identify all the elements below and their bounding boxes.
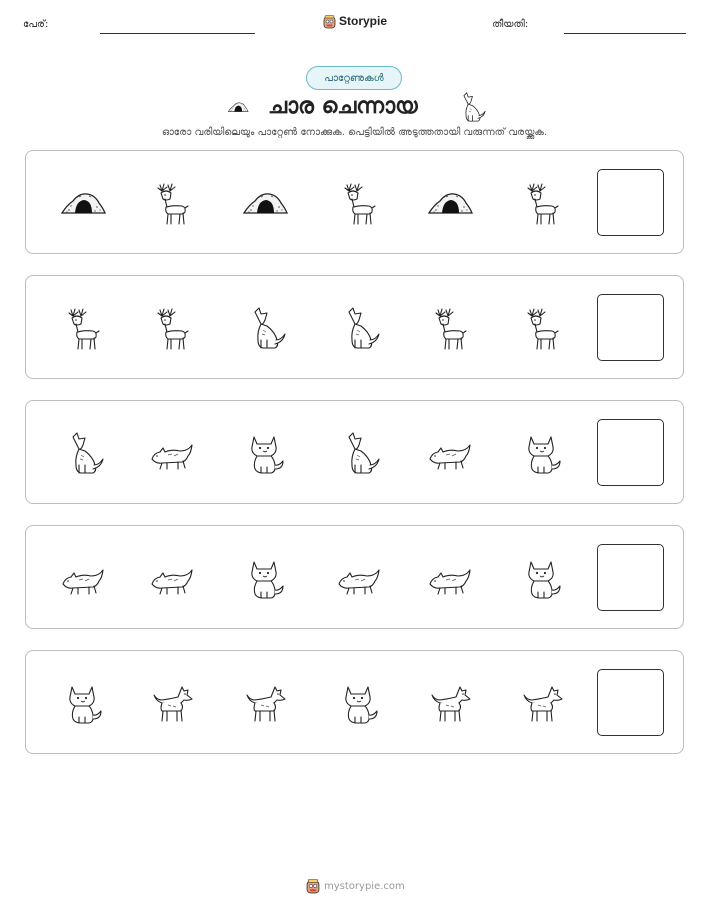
wolf-pup-icon xyxy=(518,554,566,602)
standing-wolf-icon xyxy=(241,679,289,727)
answer-box[interactable] xyxy=(597,169,664,236)
cave-icon xyxy=(222,96,254,122)
prowling-wolf-icon xyxy=(148,429,196,477)
pattern-row xyxy=(25,275,684,379)
wolf-pup-icon xyxy=(335,679,383,727)
howling-wolf-icon xyxy=(241,304,289,352)
standing-wolf-icon xyxy=(148,679,196,727)
answer-box[interactable] xyxy=(597,544,664,611)
category-badge: പാറ്റേണുകൾ xyxy=(306,66,402,90)
prowling-wolf-icon xyxy=(59,554,107,602)
deer-icon xyxy=(148,179,196,227)
howling-wolf-icon xyxy=(335,304,383,352)
deer-icon xyxy=(148,304,196,352)
brand-name: Storypie xyxy=(339,14,388,28)
wolf-pup-icon xyxy=(59,679,107,727)
wolf-sitting-icon xyxy=(454,90,488,128)
pattern-row xyxy=(25,525,684,629)
storypie-mascot-icon xyxy=(306,879,319,893)
wolf-pup-icon xyxy=(241,554,289,602)
wolf-pup-icon xyxy=(518,429,566,477)
prowling-wolf-icon xyxy=(426,554,474,602)
standing-wolf-icon xyxy=(426,679,474,727)
wolf-pup-icon xyxy=(241,429,289,477)
pattern-row xyxy=(25,400,684,504)
howling-wolf-icon xyxy=(335,429,383,477)
answer-box[interactable] xyxy=(597,419,664,486)
prowling-wolf-icon xyxy=(426,429,474,477)
pattern-row xyxy=(25,650,684,754)
storypie-mascot-icon xyxy=(323,14,336,28)
deer-icon xyxy=(518,304,566,352)
page-title: ചാര ചെന്നായ xyxy=(268,94,418,119)
brand-logo xyxy=(323,14,387,28)
deer-icon xyxy=(518,179,566,227)
answer-box[interactable] xyxy=(597,669,664,736)
cave-icon xyxy=(426,179,474,227)
date-label: തീയതി: xyxy=(492,19,529,30)
cave-icon xyxy=(59,179,107,227)
name-label: പേര്: xyxy=(23,19,49,30)
answer-box[interactable] xyxy=(597,294,664,361)
footer xyxy=(306,879,405,893)
name-line[interactable] xyxy=(100,33,255,34)
standing-wolf-icon xyxy=(518,679,566,727)
deer-icon xyxy=(335,179,383,227)
pattern-row xyxy=(25,150,684,254)
prowling-wolf-icon xyxy=(148,554,196,602)
title-row xyxy=(0,92,709,122)
prowling-wolf-icon xyxy=(335,554,383,602)
deer-icon xyxy=(426,304,474,352)
howling-wolf-icon xyxy=(59,429,107,477)
date-line[interactable] xyxy=(564,33,686,34)
deer-icon xyxy=(59,304,107,352)
footer-url: mystorypie.com xyxy=(324,880,405,892)
instruction-text: ഓരോ വരിയിലെയും പാറ്റേൺ നോക്കുക. പെട്ടിയിൽ അടുത്തതായി വരുന്നത് വരയ്ക്കുക. xyxy=(161,127,548,138)
cave-icon xyxy=(241,179,289,227)
